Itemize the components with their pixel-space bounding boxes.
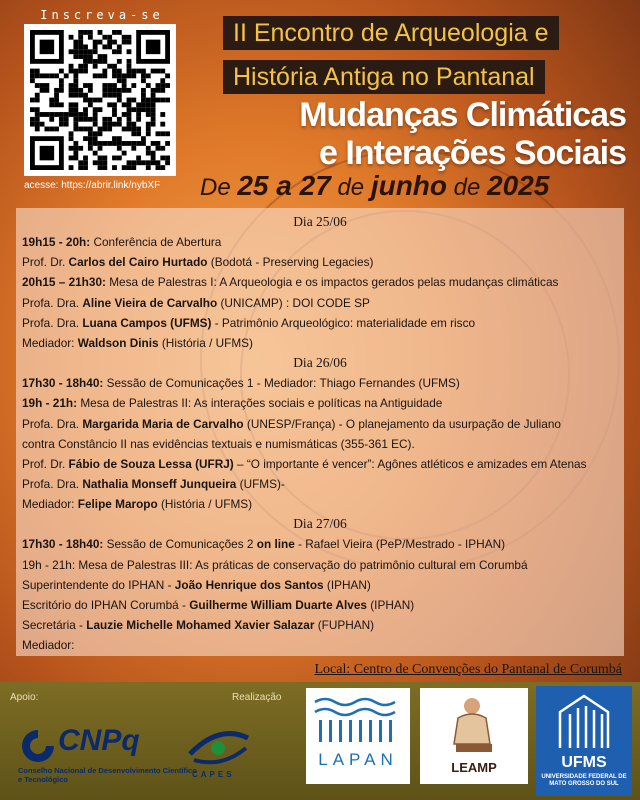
schedule-row-pre: Profa. Dra. [22,416,83,431]
schedule-row-b: 19h15 - 20h: [22,235,91,249]
schedule-row-b: Waldson Dinis [77,335,159,350]
schedule-row [22,595,618,615]
schedule-row-t: (História / UFMS) [158,335,253,350]
apoio-label: Apoio: [10,692,39,703]
dates-mid: de [330,174,371,201]
schedule-row-t: – “O importante é vencer”: Agônes atléticos e amizades em Atenas [233,456,587,471]
cnpq-logo [18,722,198,784]
schedule-row-b: Luana Campos (UFMS) [82,315,212,330]
schedule-row [22,333,618,353]
schedule-row [22,232,618,252]
schedule-row-t2: - Rafael Vieira (PeP/Mestrado - IPHAN) [294,537,506,552]
schedule-row [22,454,618,474]
schedule-row-t: Mesa de Palestras I: A Arqueologia e os impactos gerados pelas mudanças climáticas [105,275,559,290]
day-heading: Dia 27/06 [293,516,347,532]
schedule-row-b: 19h - 21h: [22,396,78,411]
schedule-row-b: 20h15 – 21h30: [22,275,106,290]
leamp-figure-icon [444,694,504,758]
cnpq-emblem-icon [18,726,58,766]
ufms-wordmark: UFMS [561,754,607,771]
capes-emblem-icon [184,724,254,770]
schedule-row-b: Carlos del Cairo Hurtado [68,255,208,270]
schedule-row-b: 17h30 - 18h40: [22,376,104,391]
schedule-row [22,434,618,454]
subtitle-line-2: e Interações Sociais [319,134,626,172]
schedule-row-t: (UNICAMP) : DOI CODE SP [217,295,370,310]
schedule-row-t: 19h - 21h: Mesa de Palestras III: As práticas de conservação do patrimônio cultural em Corumbá [22,557,528,572]
cnpq-wordmark: CNPq [58,724,140,757]
leamp-logo [420,688,528,784]
schedule-panel [16,208,624,656]
schedule-row-b: João Henrique dos Santos [174,577,324,592]
dates-month: junho [370,170,448,201]
schedule-row-t: (IPHAN) [323,577,371,592]
schedule-row-pre: Prof. Dr. [22,456,69,471]
schedule-row-pre: Mediador: [22,497,78,512]
dates-pre: De [200,174,238,201]
schedule-row-b: Aline Vieira de Carvalho [82,295,218,310]
leamp-wordmark: LEAMP [451,760,497,775]
schedule-row-t: Conferência de Abertura [90,235,222,249]
event-dates [200,170,549,202]
inscreva-label: Inscreva-se [40,8,164,22]
schedule-row-b: Nathalia Monseff Junqueira [82,477,237,492]
schedule-row-t: contra Constâncio II nas evidências textuais e numismáticas (355-361 EC). [22,436,415,451]
access-link[interactable]: acesse: https://abrir.link/nybXF [24,180,161,191]
schedule-row-t: (FUPHAN) [314,618,375,633]
schedule-row-b: Felipe Maropo [77,497,158,512]
lapan-wordmark: LAPAN [318,750,398,769]
schedule-row [22,494,618,514]
schedule-row [22,313,618,333]
cnpq-subtitle: Conselho Nacional de Desenvolvimento Científico e Tecnológico [18,766,197,784]
schedule-row [22,635,618,655]
schedule-row-b: 17h30 - 18h40: [22,537,104,552]
schedule-row-pre: Mediador: [22,638,75,653]
schedule-row-pre: Mediador: [22,335,78,350]
schedule-row [22,252,618,272]
schedule-row [22,272,618,292]
ufms-logo [536,686,632,796]
schedule-row-b: Margarida Maria de Carvalho [82,416,244,431]
schedule-row-t: (UNESP/França) - O planejamento da usurpação de Juliano [243,416,561,431]
capes-wordmark: CAPES [192,770,235,779]
dates-days: 25 a 27 [237,170,331,201]
realizacao-label: Realização [232,692,282,703]
schedule-row [22,373,618,393]
schedule-row [22,615,618,635]
lapan-waves-icon [313,696,403,746]
schedule-row-t: (UFMS)- [236,477,285,492]
lapan-logo [306,688,410,784]
dates-mid2: de [447,174,488,201]
schedule-row-b2: on line [256,537,295,552]
schedule-row [22,414,618,434]
day-heading: Dia 26/06 [293,355,347,371]
schedule-row-pre: Prof. Dr. [22,255,69,270]
schedule-row-pre: Superintendente do IPHAN - [22,577,175,592]
schedule-row-t: Sessão de Comunicações 1 - Mediador: Thiago Fernandes (UFMS) [103,376,460,391]
dates-year: 2025 [487,170,550,201]
schedule-row [22,534,618,554]
schedule-row-pre: Profa. Dra. [22,477,83,492]
schedule-row-t: (Bodotá - Preserving Legacies) [207,255,374,270]
qr-code[interactable] [24,24,176,176]
qr-code-image [30,30,170,170]
schedule-row [22,393,618,413]
schedule-row [22,293,618,313]
schedule-row [22,555,618,575]
title-line-1: II Encontro de Arqueologia e [223,16,559,50]
schedule-row-pre: Escritório do IPHAN Corumbá - [22,598,190,612]
schedule-row-b: Fábio de Souza Lessa (UFRJ) [68,456,234,471]
schedule-row-t: Sessão de Comunicações 2 [103,537,257,552]
venue-location: Local: Centro de Convenções do Pantanal de Corumbá [314,662,622,677]
title-line-2: História Antiga no Pantanal [223,60,545,94]
day-heading: Dia 25/06 [293,214,347,229]
capes-logo [182,724,262,784]
schedule-row-pre: Profa. Dra. [22,295,83,310]
schedule-row-t: (História / UFMS) [157,497,253,512]
schedule-row-b: Guilherme William Duarte Alves [189,598,367,612]
schedule-row [22,575,618,595]
subtitle-line-1: Mudanças Climáticas [299,96,626,134]
schedule-row-b: Lauzie Michelle Mohamed Xavier Salazar [86,618,315,633]
schedule-row-t: (IPHAN) [366,598,415,612]
ufms-subtitle: UNIVERSIDADE FEDERAL DE MATO GROSSO DO SUL [541,774,627,787]
schedule-row [22,474,618,494]
schedule-row-t: - Patrimônio Arqueológico: materialidade em risco [211,315,476,330]
ufms-building-icon [554,692,614,752]
schedule-row-t: Mesa de Palestras II: As interações sociais e políticas na Antiguidade [77,396,443,411]
schedule-row-pre: Secretária - [22,618,87,633]
schedule-row-pre: Profa. Dra. [22,315,83,330]
